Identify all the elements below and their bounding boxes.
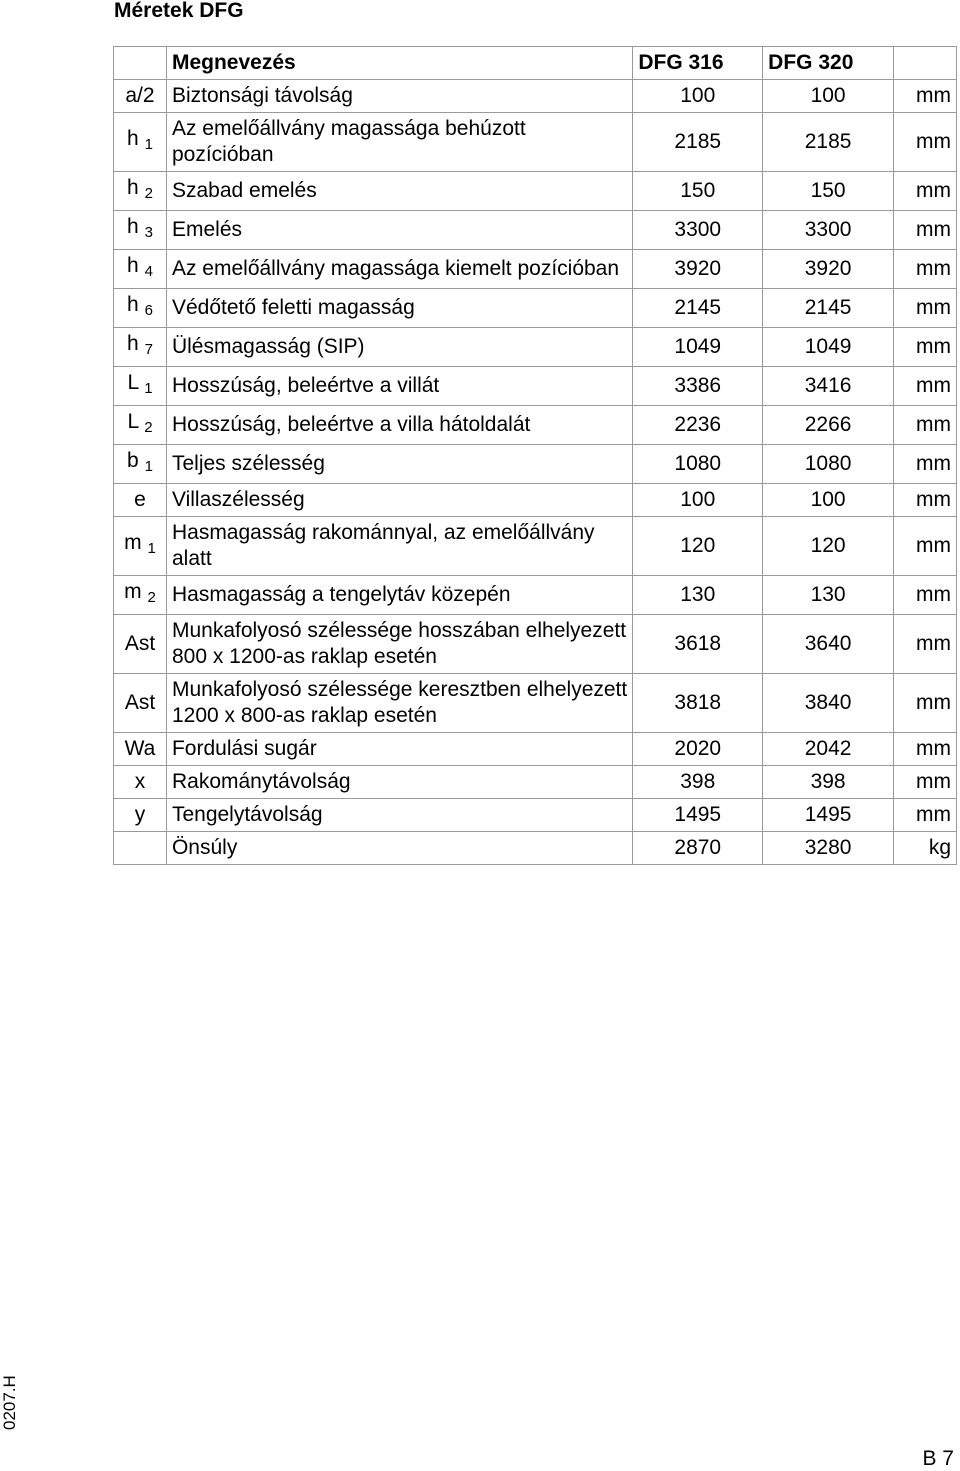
row-name: Hosszúság, beleértve a villa hátoldalát <box>166 406 632 445</box>
row-unit: mm <box>894 80 957 113</box>
row-symbol <box>114 615 167 674</box>
row-symbol <box>114 211 167 250</box>
row-unit: mm <box>894 406 957 445</box>
row-name: Biztonsági távolság <box>166 80 632 113</box>
row-name: Munkafolyosó szélessége hosszában elhelyezett 800 x 1200-as raklap esetén <box>166 615 632 674</box>
row-symbol-subscript: 3 <box>144 224 153 241</box>
row-value-dfg320: 3280 <box>763 832 894 865</box>
table-row <box>114 367 957 406</box>
row-value-dfg316: 150 <box>633 172 763 211</box>
table-row <box>114 733 957 766</box>
row-name: Az emelőállvány magassága kiemelt pozícióban <box>166 250 632 289</box>
row-symbol-letter: h <box>127 332 139 355</box>
row-name: Rakománytávolság <box>166 766 632 799</box>
row-symbol <box>114 172 167 211</box>
row-value-dfg316: 1049 <box>633 328 763 367</box>
row-name: Hosszúság, beleértve a villát <box>166 367 632 406</box>
row-name: Szabad emelés <box>166 172 632 211</box>
row-value-dfg316: 2236 <box>633 406 763 445</box>
table-row <box>114 766 957 799</box>
table-header-row <box>114 47 957 80</box>
row-symbol <box>114 576 167 615</box>
row-symbol-subscript: 1 <box>144 380 153 397</box>
row-symbol <box>114 328 167 367</box>
row-value-dfg320: 2042 <box>763 733 894 766</box>
row-value-dfg320: 1495 <box>763 799 894 832</box>
row-symbol <box>114 250 167 289</box>
row-value-dfg320: 3300 <box>763 211 894 250</box>
row-symbol-letter: x <box>134 770 146 793</box>
row-unit: mm <box>894 328 957 367</box>
row-value-dfg320: 3640 <box>763 615 894 674</box>
table-body <box>114 80 957 865</box>
row-symbol <box>114 367 167 406</box>
row-value-dfg316: 1080 <box>633 445 763 484</box>
row-unit: mm <box>894 445 957 484</box>
row-symbol-letter: e <box>134 488 146 511</box>
row-unit: mm <box>894 289 957 328</box>
row-unit: mm <box>894 799 957 832</box>
row-symbol-subscript: 2 <box>144 185 153 202</box>
row-unit: mm <box>894 766 957 799</box>
row-symbol-letter: m <box>124 580 142 603</box>
row-symbol-letter: a/2 <box>125 84 155 107</box>
row-name: Teljes szélesség <box>166 445 632 484</box>
header-model-1: DFG 316 <box>633 47 763 80</box>
row-value-dfg316: 130 <box>633 576 763 615</box>
row-symbol <box>114 484 167 517</box>
row-value-dfg320: 120 <box>763 517 894 576</box>
row-symbol-letter: Ast <box>124 632 156 655</box>
row-unit: mm <box>894 517 957 576</box>
row-unit: mm <box>894 576 957 615</box>
row-value-dfg320: 130 <box>763 576 894 615</box>
row-unit: mm <box>894 733 957 766</box>
table-row <box>114 172 957 211</box>
row-value-dfg320: 3920 <box>763 250 894 289</box>
header-model-2: DFG 320 <box>763 47 894 80</box>
page-number: B 7 <box>922 1447 954 1470</box>
row-value-dfg316: 3818 <box>633 674 763 733</box>
row-name: Munkafolyosó szélessége keresztben elhelyezett 1200 x 800-as raklap esetén <box>166 674 632 733</box>
row-value-dfg320: 1049 <box>763 328 894 367</box>
row-value-dfg316: 3386 <box>633 367 763 406</box>
row-unit: mm <box>894 674 957 733</box>
table-row <box>114 80 957 113</box>
row-symbol <box>114 406 167 445</box>
row-symbol-letter: Ast <box>124 691 156 714</box>
row-value-dfg320: 3416 <box>763 367 894 406</box>
row-symbol-subscript: 2 <box>147 589 156 606</box>
row-symbol <box>114 517 167 576</box>
table-row <box>114 517 957 576</box>
row-symbol-letter: Wa <box>124 737 156 760</box>
row-symbol-letter: b <box>127 449 139 472</box>
row-symbol-letter: m <box>124 531 142 554</box>
row-value-dfg316: 2145 <box>633 289 763 328</box>
section-title: Méretek DFG <box>114 0 244 22</box>
row-symbol-letter: h <box>127 215 139 238</box>
table-row <box>114 832 957 865</box>
row-value-dfg320: 1080 <box>763 445 894 484</box>
row-symbol <box>114 80 167 113</box>
row-value-dfg316: 3920 <box>633 250 763 289</box>
row-unit: mm <box>894 211 957 250</box>
table-row <box>114 211 957 250</box>
row-symbol <box>114 113 167 172</box>
table-row <box>114 445 957 484</box>
row-value-dfg316: 3618 <box>633 615 763 674</box>
table-row <box>114 250 957 289</box>
header-symbol <box>114 47 167 80</box>
row-symbol-subscript: 2 <box>144 419 153 436</box>
table-row <box>114 484 957 517</box>
row-value-dfg320: 2266 <box>763 406 894 445</box>
row-symbol-letter: L <box>127 410 139 433</box>
row-unit: mm <box>894 172 957 211</box>
dimensions-table <box>113 46 957 865</box>
row-name: Tengelytávolság <box>166 799 632 832</box>
row-symbol <box>114 766 167 799</box>
row-value-dfg320: 2185 <box>763 113 894 172</box>
row-unit: kg <box>894 832 957 865</box>
row-symbol-subscript: 1 <box>144 458 153 475</box>
row-name: Hasmagasság a tengelytáv közepén <box>166 576 632 615</box>
row-name: Védőtető feletti magasság <box>166 289 632 328</box>
row-value-dfg316: 3300 <box>633 211 763 250</box>
table-row <box>114 406 957 445</box>
table-row <box>114 576 957 615</box>
row-name: Emelés <box>166 211 632 250</box>
table-row <box>114 289 957 328</box>
row-value-dfg316: 100 <box>633 484 763 517</box>
table-row <box>114 615 957 674</box>
row-value-dfg320: 100 <box>763 484 894 517</box>
row-symbol <box>114 289 167 328</box>
table-row <box>114 799 957 832</box>
doc-code <box>2 1360 24 1430</box>
row-symbol-subscript: 1 <box>147 540 156 557</box>
row-value-dfg316: 398 <box>633 766 763 799</box>
row-symbol-subscript: 4 <box>144 263 153 280</box>
row-symbol <box>114 832 167 865</box>
row-name: Az emelőállvány magassága behúzott pozícióban <box>166 113 632 172</box>
row-symbol-subscript: 1 <box>144 136 153 153</box>
row-symbol-letter: h <box>127 127 139 150</box>
row-symbol <box>114 733 167 766</box>
table-row <box>114 328 957 367</box>
row-symbol-letter: L <box>127 371 139 394</box>
row-value-dfg320: 150 <box>763 172 894 211</box>
row-symbol-letter: h <box>127 176 139 199</box>
row-symbol-letter: y <box>134 803 146 826</box>
row-value-dfg320: 3840 <box>763 674 894 733</box>
row-value-dfg316: 2870 <box>633 832 763 865</box>
row-value-dfg320: 398 <box>763 766 894 799</box>
row-symbol-subscript: 7 <box>144 341 153 358</box>
table-row <box>114 113 957 172</box>
row-name: Hasmagasság rakománnyal, az emelőállvány alatt <box>166 517 632 576</box>
row-unit: mm <box>894 113 957 172</box>
row-value-dfg316: 2020 <box>633 733 763 766</box>
row-value-dfg320: 2145 <box>763 289 894 328</box>
row-symbol-letter: h <box>127 254 139 277</box>
row-value-dfg316: 100 <box>633 80 763 113</box>
row-name: Ülésmagasság (SIP) <box>166 328 632 367</box>
header-name: Megnevezés <box>166 47 632 80</box>
row-symbol <box>114 445 167 484</box>
row-value-dfg316: 1495 <box>633 799 763 832</box>
row-value-dfg316: 120 <box>633 517 763 576</box>
row-name: Önsúly <box>166 832 632 865</box>
row-value-dfg316: 2185 <box>633 113 763 172</box>
row-value-dfg320: 100 <box>763 80 894 113</box>
row-unit: mm <box>894 484 957 517</box>
header-unit <box>894 47 957 80</box>
row-unit: mm <box>894 250 957 289</box>
table-row <box>114 674 957 733</box>
row-unit: mm <box>894 367 957 406</box>
row-symbol-letter: h <box>127 293 139 316</box>
row-name: Fordulási sugár <box>166 733 632 766</box>
row-symbol <box>114 799 167 832</box>
row-symbol-subscript: 6 <box>144 302 153 319</box>
row-unit: mm <box>894 615 957 674</box>
doc-code-text: 0207.H <box>0 1375 19 1430</box>
row-name: Villaszélesség <box>166 484 632 517</box>
row-symbol <box>114 674 167 733</box>
